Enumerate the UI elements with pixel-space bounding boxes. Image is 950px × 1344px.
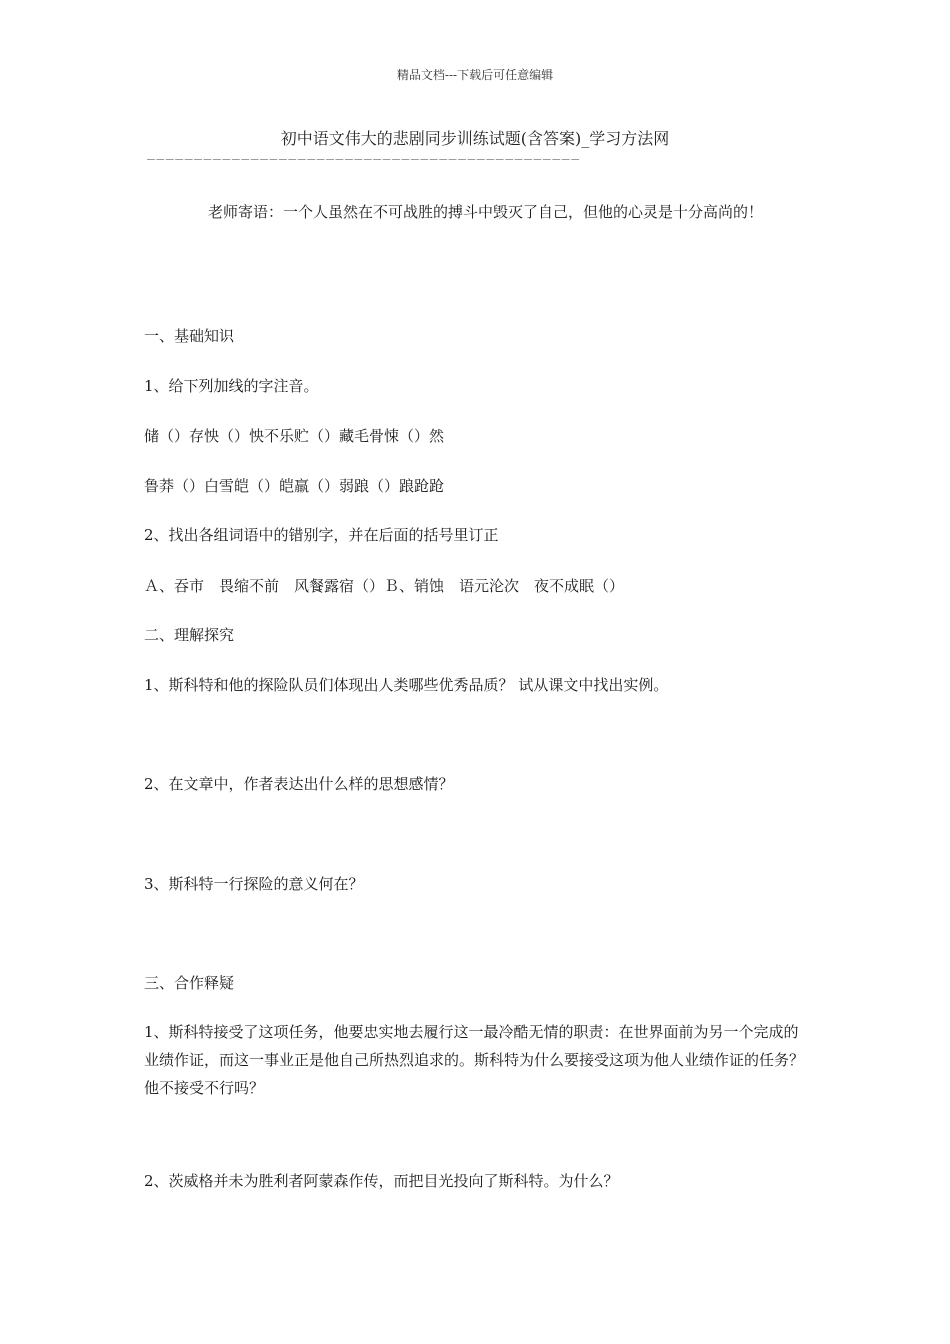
teacher-message: 老师寄语：一个人虽然在不可战胜的搏斗中毁灭了自己，但他的心灵是十分高尚的！ — [208, 203, 764, 221]
question-typo: 2、找出各组词语中的错别字，并在后面的括号里订正 — [144, 526, 499, 544]
title-divider: —————————————————————————————————————————————— — [147, 152, 581, 167]
question-biography: 2、茨威格并未为胜利者阿蒙森作传，而把目光投向了斯科特。为什么？ — [144, 1172, 619, 1190]
question-qualities: 1、斯科特和他的探险队员们体现出人类哪些优秀品质？ 试从课文中找出实例。 — [144, 676, 669, 694]
pinyin-line-1: 储（）存怏（）怏不乐贮（）藏毛骨悚（）然 — [144, 427, 445, 445]
pinyin-line-2: 鲁莽（）白雪皑（）皑羸（）弱踉（）踉跄跄 — [144, 477, 445, 495]
question-emotions: 2、在文章中，作者表达出什么样的思想感情？ — [144, 775, 454, 793]
section-heading-cooperation: 三、合作释疑 — [144, 974, 235, 992]
document-title: 初中语文伟大的悲剧同步训练试题(含答案)_学习方法网 — [280, 129, 670, 148]
question-pinyin: 1、给下列加线的字注音。 — [144, 377, 319, 395]
section-heading-basics: 一、基础知识 — [144, 327, 235, 345]
question-significance: 3、斯科特一行探险的意义何在？ — [144, 875, 364, 893]
header-note: 精品文档---下载后可任意编辑 — [396, 68, 554, 82]
typo-options: Ａ、吞市 畏缩不前 风餐露宿（）Ｂ、销蚀 语元沦次 夜不成眠（） — [144, 577, 625, 595]
question-task: 1、斯科特接受了这项任务，他要忠实地去履行这一最冷酷无情的职责：在世界面前为另一个完成的业绩作证，而这一事业正是他自己所热烈追求的。斯科特为什么要接受这项为他人业绩作证的任务？他不接受不行吗？ — [144, 1023, 805, 1097]
section-heading-understanding: 二、理解探究 — [144, 626, 235, 644]
